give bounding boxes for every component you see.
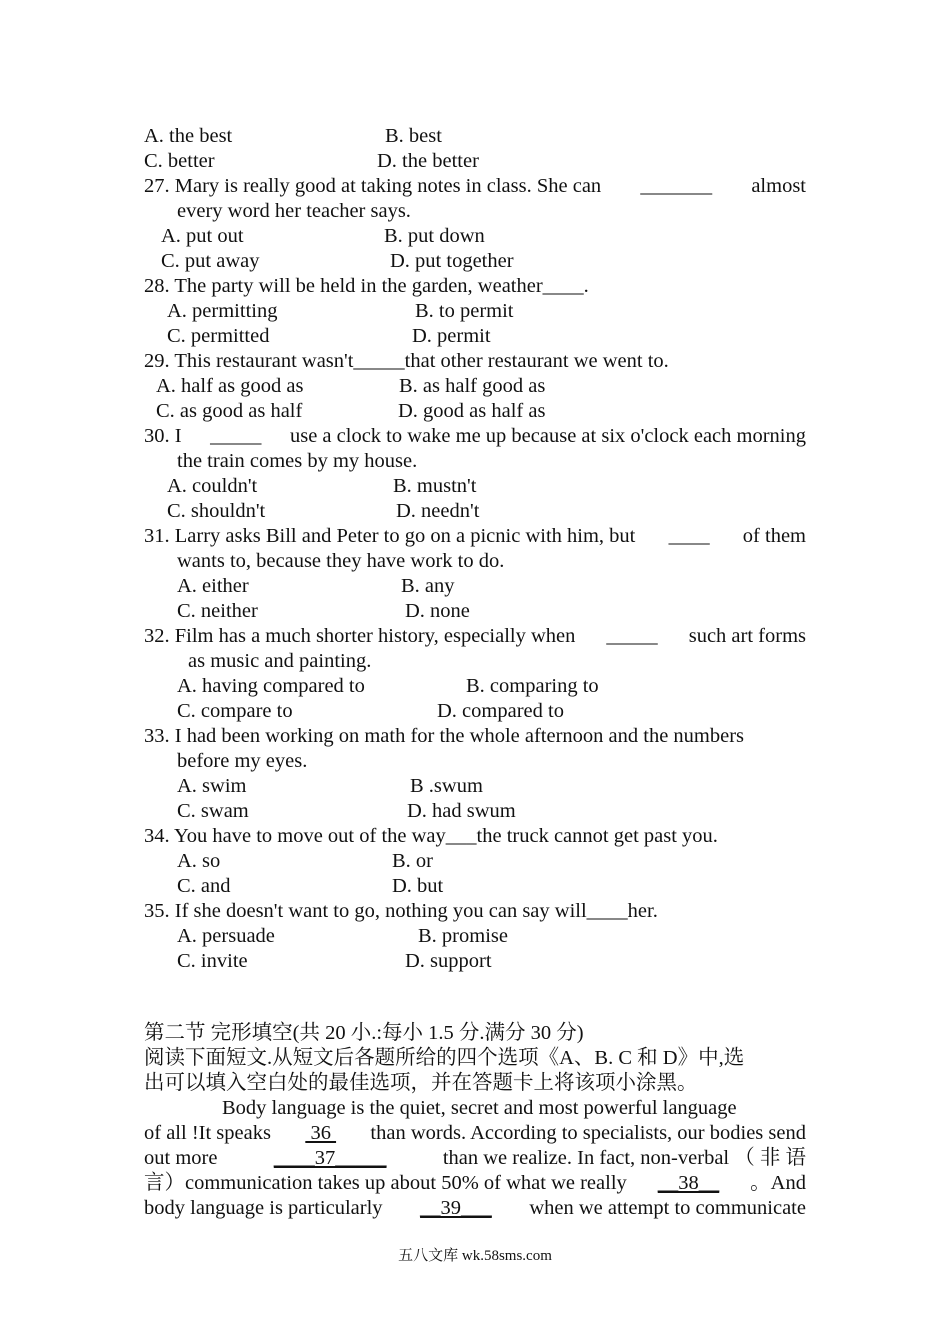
q27-option-a: A. put out <box>161 225 244 247</box>
q32-stem-text: 32. Film has a much shorter history, especially when <box>144 625 576 647</box>
q34-option-b: B. or <box>392 850 433 872</box>
q32-blank: _____ <box>606 625 658 647</box>
q31-option-b: B. any <box>401 575 455 597</box>
q30-stem-text: 30. I <box>144 425 182 447</box>
q28-option-c: C. permitted <box>167 325 270 347</box>
q27-option-b: B. put down <box>384 225 485 247</box>
q34-blank: ___ <box>445 825 477 847</box>
q30-stem-line1 <box>144 424 806 449</box>
q29-stem <box>144 349 669 374</box>
q29-option-c: C. as good as half <box>156 400 303 422</box>
q35-option-b: B. promise <box>418 925 508 947</box>
q30-option-a: A. couldn't <box>167 475 258 497</box>
q35-option-a: A. persuade <box>177 925 275 947</box>
q34-option-d: D. but <box>392 875 444 897</box>
q31-option-c: C. neither <box>177 600 258 622</box>
section2-instruction-text1: 阅读下面短文.从短文后各题所给的四个选项《A、B. C 和 D》中,选 <box>144 1047 745 1069</box>
passage-line3-before: out more <box>144 1147 218 1169</box>
passage-line5-before: body language is particularly <box>144 1197 383 1219</box>
passage-line3 <box>144 1146 806 1171</box>
q30-stem-tail: use a clock to wake me up because at six o'clock each morning <box>289 425 806 447</box>
q29-option-a: A. half as good as <box>156 375 304 397</box>
q28-stem <box>144 274 589 299</box>
q27-stem-line1 <box>144 174 806 199</box>
q32-option-c: C. compare to <box>177 700 293 722</box>
section2-instruction-line2: 出可以填入空白处的最佳选项，并在答题卡上将该项小涂黑。 <box>144 1072 698 1094</box>
q26-option-c: C. better <box>144 150 215 172</box>
q26-option-d: D. the better <box>377 150 479 172</box>
q34-option-a: A. so <box>177 850 221 872</box>
q35-stem-text: 35. If she doesn't want to go, nothing you can say will <box>144 900 587 922</box>
passage-line5 <box>144 1196 806 1221</box>
passage-line4-after: 。And <box>750 1172 806 1194</box>
passage-line4 <box>144 1171 806 1196</box>
q27-option-c: C. put away <box>161 250 260 272</box>
q27-stem-text: 27. Mary is really good at taking notes in class. She can <box>144 175 602 197</box>
q30-option-c: C. shouldn't <box>167 500 266 522</box>
q35-stem-tail: her. <box>627 900 658 922</box>
blank-36: 36 <box>305 1122 337 1144</box>
q31-blank: ____ <box>668 525 710 547</box>
q34-stem-tail: the truck cannot get past you. <box>476 825 718 847</box>
q28-option-b: B. to permit <box>415 300 514 322</box>
q32-option-d: D. compared to <box>437 700 564 722</box>
q26-option-b: B. best <box>385 125 442 147</box>
q31-option-a: A. either <box>177 575 249 597</box>
q34-stem-text: 34. You have to move out of the way <box>144 825 446 847</box>
passage-line2-after: than words. According to specialists, our bodies send <box>370 1122 806 1144</box>
section2-heading: 第二节 完形填空(共 20 小.:每小 1.5 分.满分 30 分) <box>144 1022 584 1044</box>
q30-stem-line2: the train comes by my house. <box>177 450 418 472</box>
q29-stem-text: 29. This restaurant wasn't <box>144 350 354 372</box>
q33-option-a: A. swim <box>177 775 247 797</box>
q32-stem-line1 <box>144 624 806 649</box>
q29-option-b: B. as half good as <box>399 375 546 397</box>
q26-option-a: A. the best <box>144 125 233 147</box>
passage-line1-text: Body language is the quiet, secret and most powerful language <box>222 1097 737 1119</box>
passage-line5-after: when we attempt to communicate <box>529 1197 806 1219</box>
q33-stem-line1 <box>144 724 806 749</box>
q28-option-d: D. permit <box>412 325 491 347</box>
q34-stem <box>144 824 718 849</box>
passage-line2-before: of all !It speaks <box>144 1122 271 1144</box>
q34-option-c: C. and <box>177 875 231 897</box>
q28-option-a: A. permitting <box>167 300 278 322</box>
q32-stem-tail: such art forms <box>688 625 806 647</box>
section2-instruction-line1 <box>144 1046 806 1071</box>
q35-stem <box>144 899 658 924</box>
q31-stem-text: 31. Larry asks Bill and Peter to go on a picnic with him, but <box>144 525 636 547</box>
q35-option-c: C. invite <box>177 950 248 972</box>
q30-blank: _____ <box>210 425 262 447</box>
q30-option-b: B. mustn't <box>393 475 477 497</box>
q31-stem-tail: of them <box>742 525 806 547</box>
q31-option-d: D. none <box>405 600 470 622</box>
q32-stem-line2: as music and painting. <box>188 650 372 672</box>
q33-option-c: C. swam <box>177 800 249 822</box>
q32-option-b: B. comparing to <box>466 675 599 697</box>
q35-blank: ____ <box>586 900 628 922</box>
q35-option-d: D. support <box>405 950 492 972</box>
passage-line4-before: 言）communication takes up about 50% of what we really <box>144 1172 627 1194</box>
q30-option-d: D. needn't <box>396 500 480 522</box>
q27-stem-line2: every word her teacher says. <box>177 200 411 222</box>
q29-blank: _____ <box>353 350 405 372</box>
blank-39: __39___ <box>420 1197 492 1219</box>
q29-option-d: D. good as half as <box>398 400 546 422</box>
passage-line2 <box>144 1121 806 1146</box>
q27-option-d: D. put together <box>390 250 514 272</box>
q33-option-b: B .swum <box>410 775 483 797</box>
q32-option-a: A. having compared to <box>177 675 365 697</box>
blank-37: ____37_____ <box>273 1147 387 1169</box>
q27-stem-tail: almost <box>751 175 806 197</box>
q31-stem-line1 <box>144 524 806 549</box>
q31-stem-line2: wants to, because they have work to do. <box>177 550 505 572</box>
q28-stem-text: 28. The party will be held in the garden, weather <box>144 275 543 297</box>
passage-line3-after: than we realize. In fact, non-verbal （ 非 语 <box>442 1147 806 1169</box>
footer-text: 五八文库 wk.58sms.com <box>398 1248 552 1264</box>
q33-option-d: D. had swum <box>407 800 516 822</box>
blank-38: __38__ <box>657 1172 720 1194</box>
passage-line1 <box>222 1096 806 1121</box>
q33-stem-text: 33. I had been working on math for the whole afternoon and the numbers <box>144 725 745 747</box>
q29-stem-tail: that other restaurant we went to. <box>404 350 669 372</box>
q28-blank: ____. <box>542 275 589 297</box>
q27-blank: _______ <box>640 175 713 197</box>
q33-stem-line2: before my eyes. <box>177 750 308 772</box>
